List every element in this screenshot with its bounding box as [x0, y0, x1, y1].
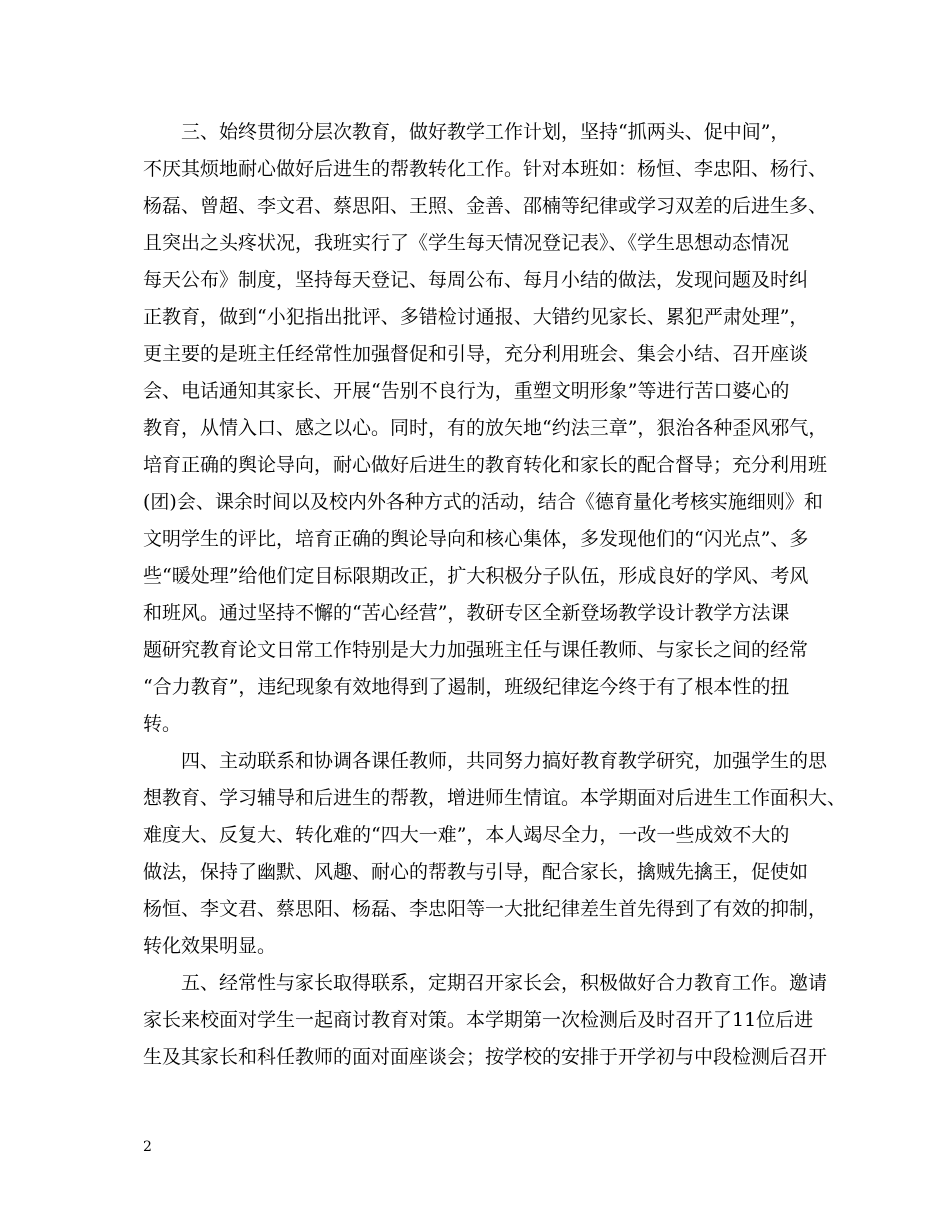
text-line: 做法，保持了幽默、风趣、耐心的帮教与引导，配合家长，擒贼先擒王，促使如 [143, 861, 809, 883]
text-line: 教育，从情入口、感之以心。同时，有的放矢地“约法三章”，狠治各种歪风邪气， [143, 417, 828, 439]
text-line: 和班风。通过坚持不懈的“苦心经营”，教研专区全新登场教学设计教学方法课 [143, 602, 790, 624]
text-line: 难度大、反复大、转化难的“四大一难”，本人竭尽全力，一改一些成效不大的 [143, 824, 790, 846]
text-line: 转化效果明显。 [143, 935, 277, 957]
text-line: 些“暖处理”给他们定目标限期改正，扩大积极分子队伍，形成良好的学风、考风 [143, 565, 809, 587]
text-line: (团)会、课余时间以及校内外各种方式的活动，结合《德育量化考核实施细则》和 [143, 491, 823, 513]
text-line: 生及其家长和科任教师的面对面座谈会；按学校的安排于开学初与中段检测后召开 [143, 1046, 828, 1068]
page-number: 2 [143, 1139, 152, 1155]
text-line: 四、主动联系和协调各课任教师，共同努力搞好教育教学研究，加强学生的思 [181, 750, 828, 772]
text-line: 会、电话通知其家长、开展“告别不良行为，重塑文明形象”等进行苦口婆心的 [143, 380, 790, 402]
text-line: 题研究教育论文日常工作特别是大力加强班主任与课任教师、与家长之间的经常 [143, 639, 809, 661]
text-line: 五、经常性与家长取得联系，定期召开家长会，积极做好合力教育工作。邀请 [181, 972, 828, 994]
text-line: 且突出之头疼状况，我班实行了《学生每天情况登记表》、《学生思想动态情况 [143, 232, 790, 254]
text-line: 转。 [143, 713, 182, 735]
text-line: 杨恒、李文君、蔡思阳、杨磊、李忠阳等一大批纪律差生首先得到了有效的抑制， [143, 898, 828, 920]
text-line: 想教育、学习辅导和后进生的帮教，增进师生情谊。本学期面对后进生工作面积大、 [143, 787, 847, 809]
text-line: 培育正确的舆论导向，耐心做好后进生的教育转化和家长的配合督导；充分利用班 [143, 454, 828, 476]
text-line: 正教育，做到“小犯指出批评、多错检讨通报、大错约见家长、累犯严肃处理”， [143, 306, 809, 328]
text-line: 不厌其烦地耐心做好后进生的帮教转化工作。针对本班如：杨恒、李忠阳、杨行、 [143, 158, 828, 180]
text-line: “合力教育”，违纪现象有效地得到了遏制，班级纪律迄今终于有了根本性的扭 [143, 676, 790, 698]
text-line: 家长来校面对学生一起商讨教育对策。本学期第一次检测后及时召开了11位后进 [143, 1009, 814, 1031]
text-line: 杨磊、曾超、李文君、蔡思阳、王照、金善、邵楠等纪律或学习双差的后进生多、 [143, 195, 828, 217]
text-line: 三、始终贯彻分层次教育，做好教学工作计划，坚持“抓两头、促中间”， [181, 121, 790, 143]
text-line: 文明学生的评比，培育正确的舆论导向和核心集体，多发现他们的“闪光点”、多 [143, 528, 809, 550]
text-line: 每天公布》制度，坚持每天登记、每周公布、每月小结的做法，发现问题及时纠 [143, 269, 809, 291]
text-line: 更主要的是班主任经常性加强督促和引导，充分利用班会、集会小结、召开座谈 [143, 343, 809, 365]
body-text [143, 114, 847, 1076]
